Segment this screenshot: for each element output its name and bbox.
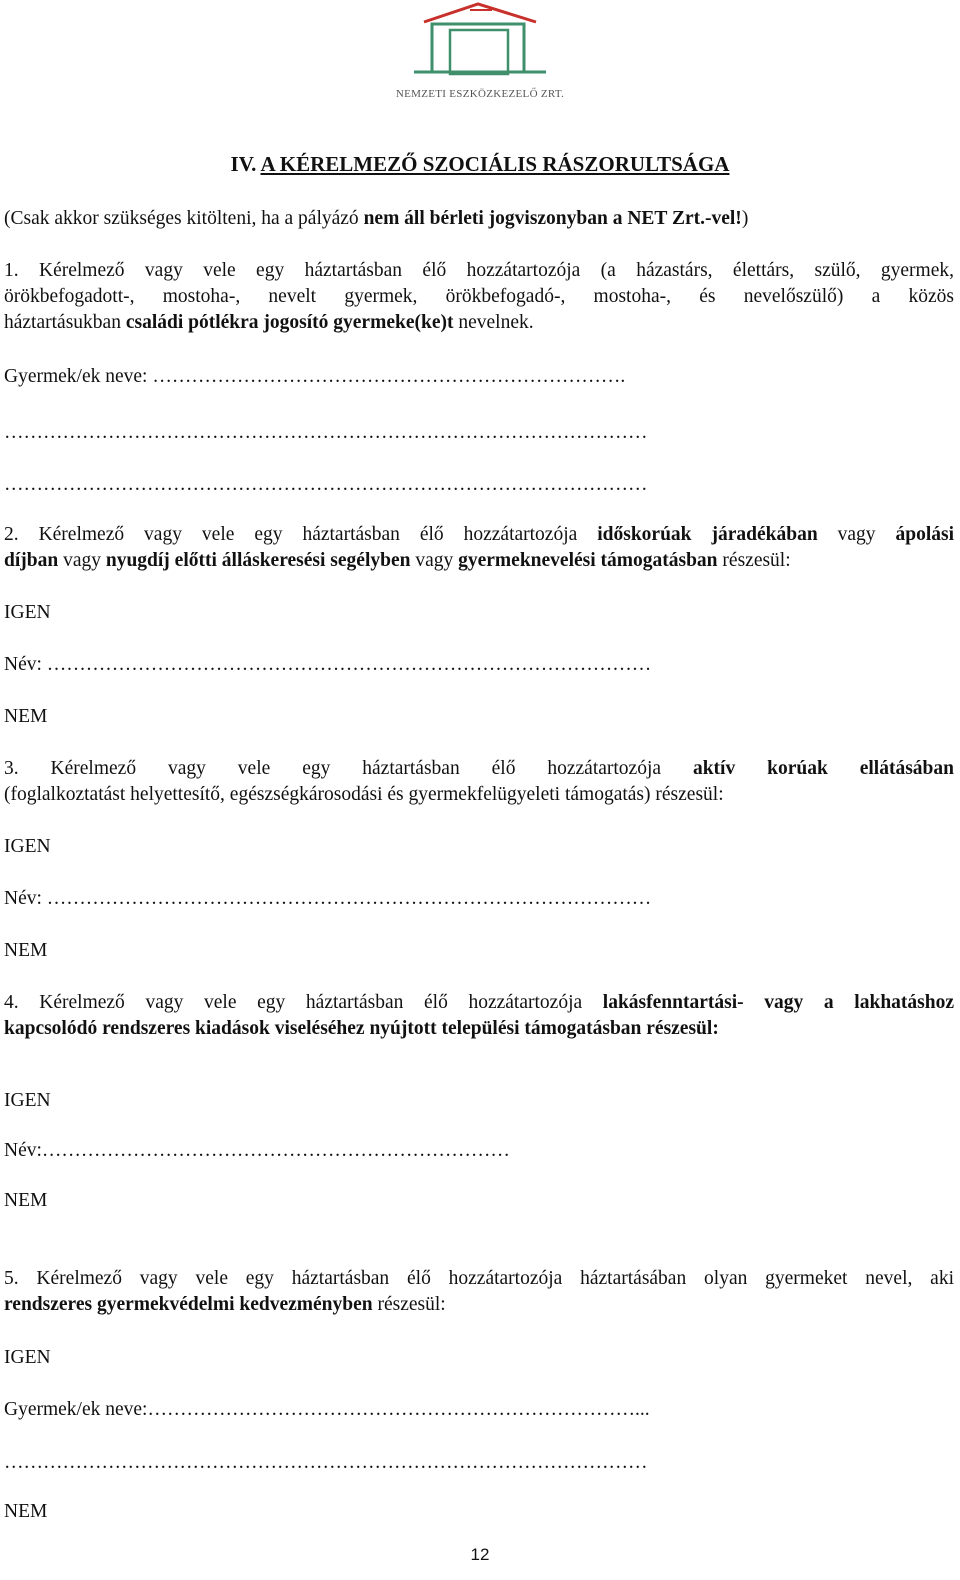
q2-line-1: 2. Kérelmező vagy vele egy háztartásban élő hozzátartozója időskorúak járadékában vagy ápolási [4, 524, 955, 545]
q1-dots-line-2[interactable]: ……………………………………………………………………………………… [4, 422, 648, 443]
logo-company-name: NEMZETI ESZKÖZKEZELŐ ZRT. [395, 88, 565, 100]
q2-name-field[interactable]: Név: ………………………………………………………………………………… [4, 654, 652, 675]
q1-children-field[interactable] [4, 364, 954, 390]
q1-line-2: örökbefogadott-, mostoha-, nevelt gyermek, örökbefogadó-, mostoha-, és nevelőszülő) a közös [4, 286, 954, 307]
logo-roof [424, 4, 536, 22]
section-heading [0, 152, 960, 177]
company-logo [390, 0, 570, 108]
q4-line-1: 4. Kérelmező vagy vele egy háztartásban élő hozzátartozója lakásfenntartási- vagy a lakhatáshoz [4, 992, 954, 1013]
q2-line-2: díjban vagy nyugdíj előtti álláskeresési segélyben vagy gyermeknevelési támogatásban részesül: [4, 550, 791, 571]
q5-line-1: 5. Kérelmező vagy vele egy háztartásban élő hozzátartozója háztartásában olyan gyermeket nevel, aki [4, 1268, 954, 1289]
section-number: IV. [230, 152, 257, 176]
q5-dots-line-2[interactable]: ……………………………………………………………………………………… [4, 1452, 648, 1473]
q3-line-1: 3. Kérelmező vagy vele egy háztartásban élő hozzátartozója aktív korúak ellátásában [4, 758, 954, 779]
intro-note: (Csak akkor szükséges kitölteni, ha a pályázó nem áll bérleti jogviszonyban a NET Zrt.-vel!) [4, 208, 749, 229]
q1-line-1: 1. Kérelmező vagy vele egy háztartásban élő hozzátartozója (a házastárs, élettárs, szülő, gyermek, [4, 260, 954, 281]
q2-no-option[interactable]: NEM [4, 706, 48, 727]
q5-line-2: rendszeres gyermekvédelmi kedvezményben részesül: [4, 1294, 446, 1315]
q1-children-label: Gyermek/ek neve: [4, 366, 148, 387]
q3-no-option[interactable]: NEM [4, 940, 48, 961]
q1-line-3: háztartásukban családi pótlékra jogosító gyermeke(ke)t nevelnek. [4, 312, 534, 333]
q3-yes-option[interactable]: IGEN [4, 836, 51, 857]
q5-no-option[interactable]: NEM [4, 1501, 48, 1522]
q2-yes-option[interactable]: IGEN [4, 602, 51, 623]
q3-line-2: (foglalkoztatást helyettesítő, egészségkárosodási és gyermekfelügyeleti támogatás) részesül: [4, 784, 724, 805]
q5-children-field[interactable]: Gyermek/ek neve:…………………………………………………………………... [4, 1399, 650, 1420]
q4-line-2: kapcsolódó rendszeres kiadások viseléséhez nyújtott települési támogatásban részesül: [4, 1018, 719, 1039]
q4-name-field[interactable]: Név:……………………………………………………………… [4, 1140, 510, 1161]
q5-yes-option[interactable]: IGEN [4, 1347, 51, 1368]
page-number: 12 [470, 1545, 490, 1564]
q1-children-dots: ………………………………………………………………. [152, 366, 626, 387]
q4-yes-option[interactable]: IGEN [4, 1090, 51, 1111]
q3-name-field[interactable]: Név: ………………………………………………………………………………… [4, 888, 652, 909]
section-title: A KÉRELMEZŐ SZOCIÁLIS RÁSZORULTSÁGA [260, 152, 730, 176]
q1-dots-line-3[interactable]: ……………………………………………………………………………………… [4, 474, 648, 495]
q4-no-option[interactable]: NEM [4, 1190, 48, 1211]
